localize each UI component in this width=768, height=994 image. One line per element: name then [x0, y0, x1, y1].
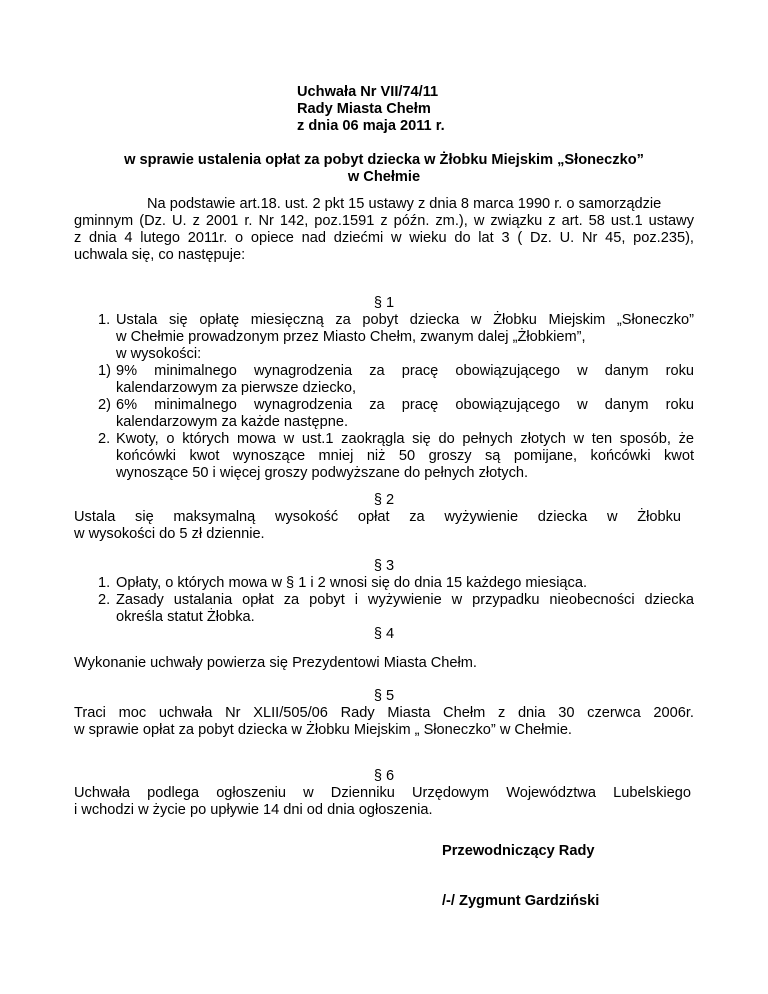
section-5 — [74, 705, 694, 739]
item-number: 1. — [98, 575, 111, 591]
section-2-line-1: Ustala się maksymalną wysokość opłat za wyżywienie dziecka w Żłobku — [74, 509, 681, 525]
section-5-line-2: w sprawie opłat za pobyt dziecka w Żłobku Miejskim „ Słoneczko” w Chełmie. — [74, 722, 572, 738]
section-1-mark: § 1 — [373, 295, 395, 311]
resolution-date: z dnia 06 maja 2011 r. — [297, 118, 445, 134]
section-3-mark: § 3 — [373, 558, 395, 574]
council-name: Rady Miasta Chełm — [297, 101, 431, 117]
resolution-subject — [74, 152, 694, 186]
item-number: 1. — [98, 312, 111, 328]
resolution-number: Uchwała Nr VII/74/11 — [297, 84, 439, 100]
section-2 — [74, 509, 681, 543]
section-6-mark: § 6 — [373, 768, 395, 784]
section-4-line-1: Wykonanie uchwały powierza się Prezydentowi Miasta Chełm. — [74, 655, 477, 671]
item-line: Kwoty, o których mowa w ust.1 zaokrągla się do pełnych złotych w ten sposób, że — [116, 431, 694, 447]
item-line: w wysokości: — [116, 346, 202, 362]
item-line: wynoszące 50 i więcej groszy podwyższane do pełnych złotych. — [116, 465, 529, 481]
section-3-item-1 — [98, 575, 694, 592]
section-5-mark: § 5 — [373, 688, 395, 704]
item-line: w Chełmie prowadzonym przez Miasto Chełm, zwanym dalej „Żłobkiem”, — [116, 329, 586, 345]
item-line: 9% minimalnego wynagrodzenia za pracę obowiązującego w danym roku — [116, 363, 694, 379]
section-6-line-1: Uchwała podlega ogłoszeniu w Dzienniku Urzędowym Województwa Lubelskiego — [74, 785, 691, 801]
item-line: Zasady ustalania opłat za pobyt i wyżywienie w przypadku nieobecności dziecka — [116, 592, 694, 608]
preamble — [74, 196, 694, 264]
item-line: końcówki kwot wynoszące mniej niż 50 groszy są pomijane, końcówki kwot — [116, 448, 694, 464]
section-1-subitem-1 — [98, 363, 694, 397]
section-2-mark: § 2 — [373, 492, 395, 508]
section-5-line-1: Traci moc uchwała Nr XLII/505/06 Rady Miasta Chełm z dnia 30 czerwca 2006r. — [74, 705, 694, 721]
item-number: 2. — [98, 431, 111, 447]
item-line: określa statut Żłobka. — [116, 609, 255, 625]
section-3 — [98, 575, 694, 626]
resolution-header — [297, 84, 445, 135]
item-line: Ustala się opłatę miesięczną za pobyt dziecka w Żłobku Miejskim „Słoneczko” — [116, 312, 694, 328]
section-4 — [74, 655, 477, 672]
signature-title: Przewodniczący Rady — [442, 843, 595, 859]
preamble-line-1: Na podstawie art.18. ust. 2 pkt 15 ustawy z dnia 8 marca 1990 r. o samorządzie — [147, 196, 662, 212]
item-line: kalendarzowym za każde następne. — [116, 414, 349, 430]
section-1 — [98, 312, 694, 482]
item-number: 1) — [98, 363, 111, 379]
item-number: 2. — [98, 592, 111, 608]
subject-line-1: w sprawie ustalenia opłat za pobyt dziecka w Żłobku Miejskim „Słoneczko” — [124, 152, 644, 168]
item-line: 6% minimalnego wynagrodzenia za pracę obowiązującego w danym roku — [116, 397, 694, 413]
item-line: kalendarzowym za pierwsze dziecko, — [116, 380, 357, 396]
item-line: Opłaty, o których mowa w § 1 i 2 wnosi się do dnia 15 każdego miesiąca. — [116, 575, 588, 591]
preamble-line-2: gminnym (Dz. U. z 2001 r. Nr 142, poz.1591 z późn. zm.), w związku z art. 58 ust.1 ustawy — [74, 213, 694, 229]
section-6-line-2: i wchodzi w życie po upływie 14 dni od dnia ogłoszenia. — [74, 802, 433, 818]
section-1-item-2 — [98, 431, 694, 482]
section-2-line-2: w wysokości do 5 zł dziennie. — [74, 526, 265, 542]
section-1-subitem-2 — [98, 397, 694, 431]
section-1-item-1 — [98, 312, 694, 363]
section-3-item-2 — [98, 592, 694, 626]
section-4-mark: § 4 — [373, 626, 395, 642]
preamble-line-3: z dnia 4 lutego 2011r. o opiece nad dziećmi w wieku do lat 3 ( Dz. U. Nr 45, poz.235), — [74, 230, 694, 246]
section-6 — [74, 785, 691, 819]
preamble-line-4: uchwala się, co następuje: — [74, 247, 246, 263]
subject-line-2: w Chełmie — [347, 169, 421, 185]
signature-name: /-/ Zygmunt Gardziński — [442, 893, 600, 909]
item-number: 2) — [98, 397, 111, 413]
